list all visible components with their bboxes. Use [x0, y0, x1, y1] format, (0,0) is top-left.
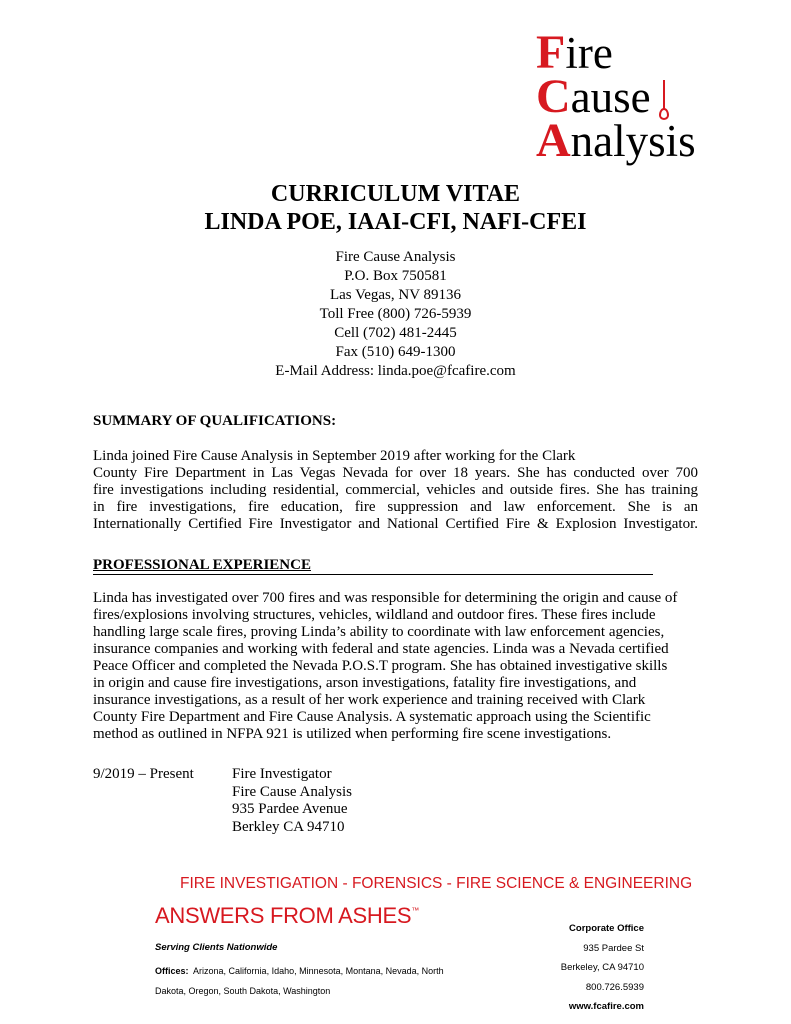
summary-line: Internationally Certified Fire Investigator and National Certified Fire & Explosion Investigator.: [93, 516, 698, 532]
corporate-city: Berkeley, CA 94710: [560, 962, 644, 973]
contact-fax: Fax (510) 649-1300: [335, 344, 456, 360]
summary-line: Linda joined Fire Cause Analysis in September 2019 after working for the Clark: [93, 448, 576, 464]
corporate-heading: Corporate Office: [569, 923, 644, 934]
experience-line: method as outlined in NFPA 921 is utilized when performing fire scene investigations.: [93, 726, 612, 742]
experience-line: fires/explosions involving structures, vehicles, wildland and outdoor fires. These fires include: [93, 607, 656, 623]
contact-block: [0, 248, 791, 381]
footer-tagline: FIRE INVESTIGATION - FORENSICS - FIRE SCIENCE & ENGINEERING: [180, 875, 693, 892]
summary-line: in fire investigations, fire education, fire suppression and law enforcement. She is an: [93, 499, 698, 515]
experience-heading: PROFESSIONAL EXPERIENCE: [93, 556, 653, 575]
corporate-street: 935 Pardee St: [583, 942, 644, 954]
summary-paragraph: [93, 448, 698, 533]
experience-line: insurance companies and working with federal and state agencies. Linda was a Nevada certified: [93, 641, 669, 657]
experience-line: County Fire Department and Fire Cause Analysis. A systematic approach using the Scientific: [93, 709, 651, 725]
logo-line-cause: Cause: [536, 70, 651, 123]
experience-city: Berkley CA 94710: [232, 818, 345, 835]
contact-cell: Cell (702) 481-2445: [334, 325, 457, 341]
logo-drop-icon: [659, 108, 669, 120]
experience-dates: 9/2019 – Present: [93, 766, 194, 782]
company-logo: [536, 26, 706, 167]
logo-line-fire: Fire: [536, 26, 613, 79]
logo-drip-line: [663, 80, 665, 110]
contact-company: Fire Cause Analysis: [335, 249, 456, 265]
document-subtitle: LINDA POE, IAAI-CFI, NAFI-CFEI: [204, 209, 587, 235]
summary-line: fire investigations including residential, commercial, vehicles and outside fires. She has training: [93, 482, 698, 498]
logo-line-analysis: Analysis: [536, 114, 696, 167]
experience-line: insurance investigations, as a result of her work experience and training received with Clark: [93, 692, 646, 708]
experience-employer: Fire Cause Analysis: [232, 783, 352, 800]
summary-heading: SUMMARY OF QUALIFICATIONS:: [93, 413, 337, 429]
experience-line: in origin and cause fire investigations, arson investigations, fatality fire investigations, and: [93, 675, 637, 691]
experience-details: [232, 766, 352, 836]
document-title: CURRICULUM VITAE: [270, 181, 521, 207]
footer-serving: Serving Clients Nationwide: [155, 942, 278, 953]
footer-slogan: ANSWERS FROM ASHES™: [155, 903, 419, 928]
experience-line: Peace Officer and completed the Nevada P.O.S.T program. She has obtained investigative skills: [93, 658, 668, 674]
summary-line: County Fire Department in Las Vegas Nevada for over 18 years. She has conducted over 700: [93, 465, 698, 481]
contact-city: Las Vegas, NV 89136: [329, 287, 462, 303]
contact-po-box: P.O. Box 750581: [344, 268, 447, 284]
contact-email: E-Mail Address: linda.poe@fcafire.com: [275, 363, 516, 379]
corporate-phone: 800.726.5939: [585, 981, 644, 993]
footer-offices: Offices: Arizona, California, Idaho, Minnesota, Montana, Nevada, North Dakota, Oregon, South Dakota, Washington: [155, 966, 444, 996]
footer-corporate-office: [548, 919, 644, 1017]
experience-line: handling large scale fires, proving Linda’s ability to coordinate with law enforcement agencies,: [93, 624, 665, 640]
experience-paragraph: [93, 590, 698, 743]
contact-toll-free: Toll Free (800) 726-5939: [319, 306, 472, 322]
experience-line: Linda has investigated over 700 fires and was responsible for determining the origin and cause of: [93, 590, 678, 606]
experience-position: Fire Investigator: [232, 766, 332, 782]
corporate-website-link[interactable]: www.fcafire.com: [568, 1001, 644, 1012]
experience-street: 935 Pardee Avenue: [232, 801, 348, 817]
